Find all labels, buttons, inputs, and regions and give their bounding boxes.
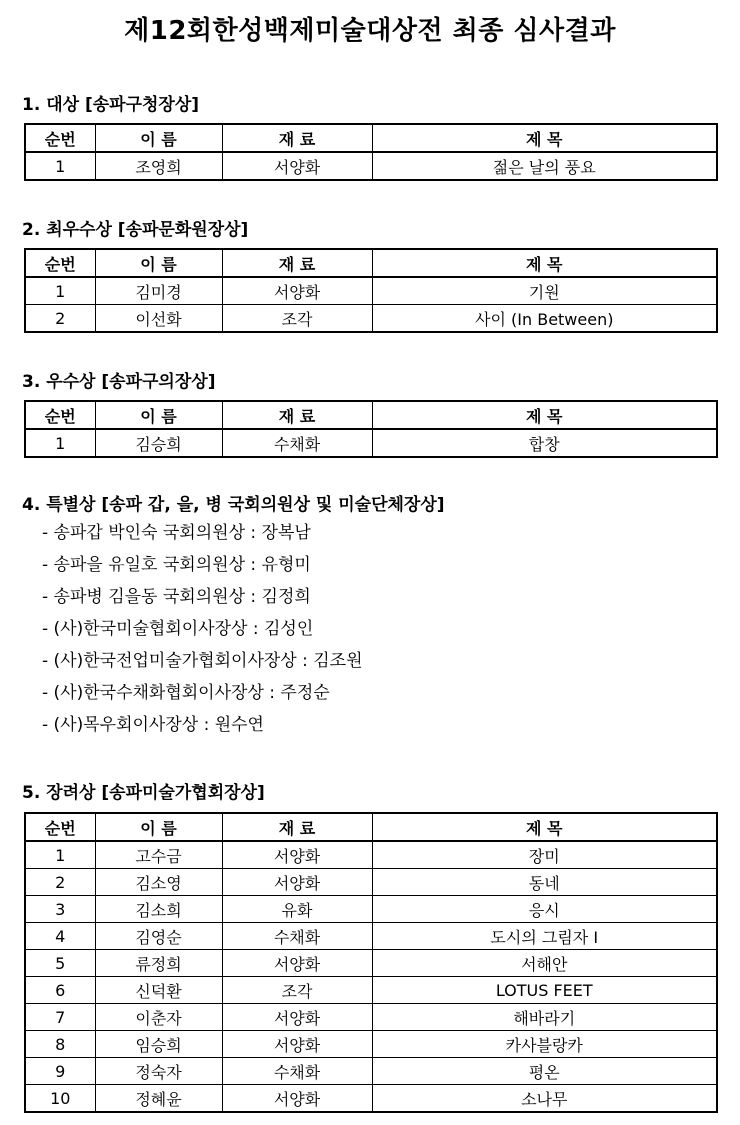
cell-title: 합창 [372, 429, 717, 457]
table-header-row [25, 401, 717, 429]
section-heading-grand-prize: 1. 대상 [송파구청장상] [22, 95, 200, 115]
cell-number: 1 [25, 429, 95, 457]
cell-name: 김소희 [95, 896, 222, 923]
column-header-title: 제 목 [372, 813, 717, 841]
table-row [25, 429, 717, 457]
encouragement-prize-table [24, 812, 718, 1113]
cell-material: 서양화 [222, 277, 372, 305]
cell-name: 김승희 [95, 429, 222, 457]
cell-material: 서양화 [222, 1004, 372, 1031]
cell-number: 10 [25, 1085, 95, 1113]
column-header-material: 재 료 [222, 124, 372, 152]
column-header-number: 순번 [25, 124, 95, 152]
table-row [25, 1058, 717, 1085]
table-header-row [25, 249, 717, 277]
section-heading-excellence-prize: 2. 최우수상 [송파문화원장상] [22, 220, 249, 240]
table-row [25, 841, 717, 869]
cell-title: 평온 [372, 1058, 717, 1085]
table-row [25, 1031, 717, 1058]
cell-number: 4 [25, 923, 95, 950]
list-item: - 송파갑 박인숙 국회의원상 : 장복남 [42, 523, 311, 543]
table-row [25, 950, 717, 977]
cell-number: 2 [25, 869, 95, 896]
table-row [25, 869, 717, 896]
cell-material: 수채화 [222, 1058, 372, 1085]
cell-title: 해바라기 [372, 1004, 717, 1031]
list-item: - (사)한국미술협회이사장상 : 김성인 [42, 619, 314, 639]
cell-material: 서양화 [222, 1085, 372, 1113]
cell-number: 2 [25, 305, 95, 333]
cell-material: 서양화 [222, 950, 372, 977]
table-header-row [25, 813, 717, 841]
list-item: - (사)목우회이사장상 : 원수연 [42, 715, 264, 735]
excellence-prize-table [24, 248, 718, 333]
table-header-row [25, 124, 717, 152]
table-row [25, 1085, 717, 1113]
cell-name: 류정희 [95, 950, 222, 977]
cell-number: 3 [25, 896, 95, 923]
cell-title: 장미 [372, 841, 717, 869]
cell-material: 조각 [222, 305, 372, 333]
column-header-title: 제 목 [372, 401, 717, 429]
cell-material: 수채화 [222, 923, 372, 950]
cell-material: 유화 [222, 896, 372, 923]
column-header-number: 순번 [25, 401, 95, 429]
cell-name: 조영희 [95, 152, 222, 180]
column-header-number: 순번 [25, 249, 95, 277]
cell-title: 카사블랑카 [372, 1031, 717, 1058]
cell-number: 8 [25, 1031, 95, 1058]
cell-number: 9 [25, 1058, 95, 1085]
cell-name: 이선화 [95, 305, 222, 333]
column-header-material: 재 료 [222, 813, 372, 841]
column-header-material: 재 료 [222, 249, 372, 277]
cell-material: 조각 [222, 977, 372, 1004]
cell-name: 정혜윤 [95, 1085, 222, 1113]
column-header-number: 순번 [25, 813, 95, 841]
cell-number: 1 [25, 277, 95, 305]
cell-material: 서양화 [222, 152, 372, 180]
column-header-name: 이 름 [95, 813, 222, 841]
table-row [25, 305, 717, 333]
cell-name: 이춘자 [95, 1004, 222, 1031]
cell-number: 1 [25, 152, 95, 180]
cell-number: 7 [25, 1004, 95, 1031]
table-row [25, 1004, 717, 1031]
table-row [25, 896, 717, 923]
cell-name: 정숙자 [95, 1058, 222, 1085]
cell-title: LOTUS FEET [372, 977, 717, 1004]
column-header-material: 재 료 [222, 401, 372, 429]
cell-title: 동네 [372, 869, 717, 896]
cell-title: 기원 [372, 277, 717, 305]
cell-name: 신덕환 [95, 977, 222, 1004]
merit-prize-table [24, 400, 718, 458]
table-row [25, 977, 717, 1004]
section-heading-merit-prize: 3. 우수상 [송파구의장상] [22, 372, 216, 392]
column-header-name: 이 름 [95, 124, 222, 152]
cell-name: 김미경 [95, 277, 222, 305]
cell-name: 김소영 [95, 869, 222, 896]
cell-title: 도시의 그림자 Ⅰ [372, 923, 717, 950]
cell-title: 응시 [372, 896, 717, 923]
list-item: - 송파을 유일호 국회의원상 : 유형미 [42, 555, 311, 575]
cell-name: 고수금 [95, 841, 222, 869]
cell-number: 1 [25, 841, 95, 869]
column-header-title: 제 목 [372, 249, 717, 277]
column-header-title: 제 목 [372, 124, 717, 152]
column-header-name: 이 름 [95, 401, 222, 429]
cell-material: 수채화 [222, 429, 372, 457]
list-item: - 송파병 김을동 국회의원상 : 김정희 [42, 587, 311, 607]
grand-prize-table [24, 123, 718, 181]
table-row [25, 923, 717, 950]
cell-material: 서양화 [222, 1031, 372, 1058]
cell-number: 5 [25, 950, 95, 977]
column-header-name: 이 름 [95, 249, 222, 277]
table-row [25, 277, 717, 305]
cell-title: 젊은 날의 풍요 [372, 152, 717, 180]
table-row [25, 152, 717, 180]
cell-title: 서해안 [372, 950, 717, 977]
cell-material: 서양화 [222, 841, 372, 869]
section-heading-special-prize: 4. 특별상 [송파 갑, 을, 병 국회의원상 및 미술단체장상] [22, 495, 445, 515]
section-heading-encouragement-prize: 5. 장려상 [송파미술가협회장상] [22, 783, 265, 803]
cell-title: 사이 (In Between) [372, 305, 717, 333]
cell-number: 6 [25, 977, 95, 1004]
cell-name: 김영순 [95, 923, 222, 950]
cell-material: 서양화 [222, 869, 372, 896]
list-item: - (사)한국수채화협회이사장상 : 주정순 [42, 683, 330, 703]
special-prize-list [42, 517, 363, 741]
list-item: - (사)한국전업미술가협회이사장상 : 김조원 [42, 651, 363, 671]
document-title: 제12회한성백제미술대상전 최종 심사결과 [124, 16, 616, 46]
cell-name: 임승희 [95, 1031, 222, 1058]
cell-title: 소나무 [372, 1085, 717, 1113]
